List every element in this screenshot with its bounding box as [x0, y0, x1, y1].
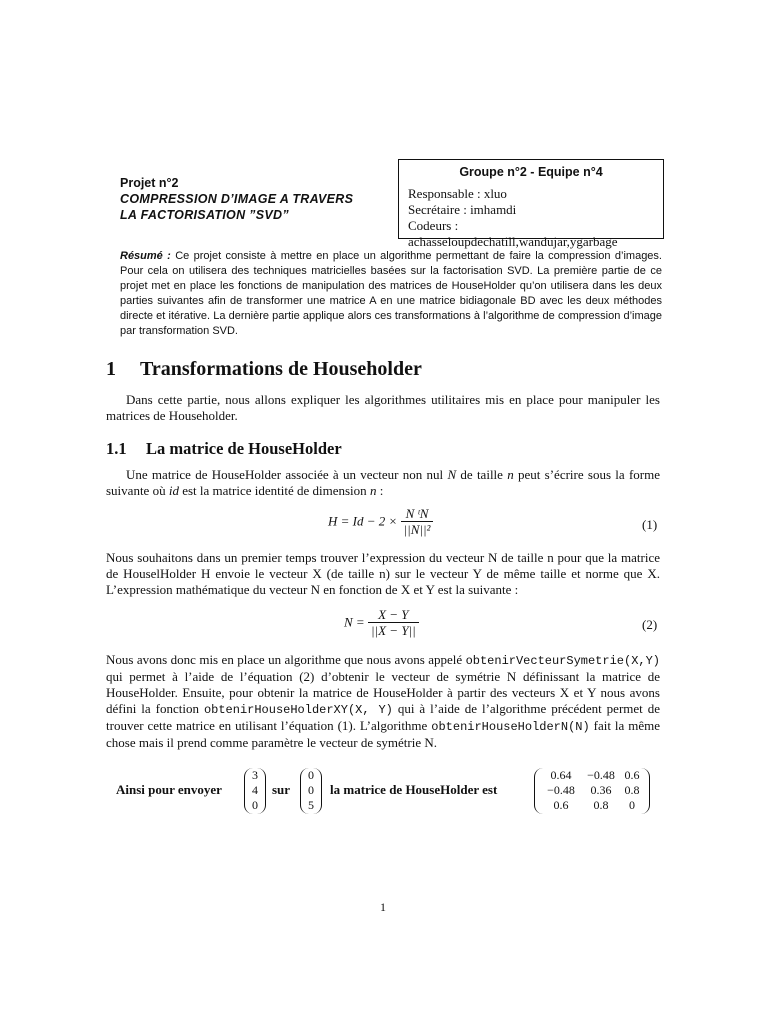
- p3-code-1: obtenirVecteurSymetrie(X,Y): [465, 654, 660, 668]
- right-paren: [257, 768, 266, 814]
- p1-var-N: N: [447, 467, 457, 482]
- project-number: Projet n°2: [120, 176, 179, 190]
- matrix-cell: 0: [629, 798, 635, 812]
- matrix-cell: −0.48: [547, 783, 575, 797]
- matrix-row: [541, 768, 643, 783]
- eq2-numerator: X − Y: [368, 607, 419, 623]
- equation-1: [328, 506, 433, 537]
- matrix-cell: 0.64: [550, 768, 572, 782]
- matrix-cell: 0.6: [553, 798, 569, 812]
- project-title-line1: COMPRESSION D’IMAGE A TRAVERS: [120, 192, 354, 206]
- p1-text-a: Une matrice de HouseHolder associée à un vecteur non nul: [126, 467, 448, 482]
- group-box: [398, 159, 664, 249]
- eq2-fraction: [368, 607, 419, 638]
- eq2-denominator: ||X − Y||: [370, 623, 416, 638]
- eq1-denominator: ||N||²: [403, 522, 431, 537]
- section-title: Transformations de Householder: [140, 358, 422, 380]
- matrix-cell: 0.36: [590, 783, 612, 797]
- eq1-numerator: N ᵗN: [401, 506, 434, 522]
- p1-var-n2: n: [369, 483, 377, 498]
- section-number: 1: [106, 358, 116, 380]
- abstract-text: Ce projet consiste à mettre en place un algorithme permettant de faire la compression d’images. Pour cela on utilisera des techniques matricielles basées sur la factorisation SVD. La première partie de ce projet met en place les fonctions de manipulation des matrices de HouseHolder qu’on utilisera dans les deux parties suivantes afin de transformer une matrice A en une matrice bidiagonale BD avec les deux méthodes directe et itérative. La dernière partie applique alors ces transformations à l’algorithme de compression d’image par transformation SVD.: [120, 250, 662, 337]
- group-heading: Groupe n°2 - Equipe n°4: [459, 165, 603, 179]
- eq2-label: (2): [642, 617, 658, 632]
- vector-x-entry: 3: [252, 768, 258, 782]
- vector-x-entry: 4: [252, 783, 258, 797]
- matrix-cell: −0.48: [587, 768, 615, 782]
- responsable: Responsable : xluo: [408, 186, 507, 201]
- vector-y-entry: 0: [308, 768, 314, 782]
- abstract: [120, 249, 662, 339]
- p3-code-3: obtenirHouseHolderN(N): [431, 720, 590, 734]
- p3-text-a: Nous avons donc mis en place un algorithme que nous avons appelé: [106, 652, 466, 667]
- example-text-3: la matrice de HouseHolder est: [330, 782, 498, 797]
- matrix-cell: 0.8: [624, 783, 640, 797]
- p1-var-id: id: [168, 483, 179, 498]
- matrix-cell: 0.6: [624, 768, 640, 782]
- paragraph-2: Nous souhaitons dans un premier temps trouver l’expression du vecteur N de taille n pour que la matrice de HouselHolder H envoie le vecteur X (de taille n) sur le vecteur Y de même taille et norme que X. L’expression mathématique du vecteur N en fonction de X et Y est la suivante :: [106, 550, 660, 597]
- paragraph-1: [106, 467, 660, 499]
- p1-text-e: :: [376, 483, 384, 498]
- subsection-title: La matrice de HouseHolder: [146, 439, 342, 458]
- codeurs: Codeurs : achasseloupdechatill,wandujar,ygarbage: [408, 218, 618, 249]
- example-text-1: Ainsi pour envoyer: [116, 782, 222, 797]
- paragraph-3: [106, 652, 660, 751]
- eq1-fraction: [401, 506, 434, 537]
- p1-text-b: de taille: [456, 467, 508, 482]
- section-1-intro: Dans cette partie, nous allons expliquer les algorithmes utilitaires mis en place pour manipuler les matrices de Householder.: [106, 392, 660, 423]
- subsection-1-1-heading: [106, 439, 342, 459]
- eq1-lhs: H = Id − 2 ×: [328, 513, 398, 529]
- equation-2: [344, 607, 419, 638]
- p1-var-n: n: [507, 467, 514, 482]
- page-number: 1: [380, 900, 386, 914]
- vector-x: [244, 768, 266, 814]
- p3-text-c: qui à l’aide de l’algorithme précédent permet de trouver cette matrice en utilisant l’équation (1). L’algorithme: [106, 701, 661, 733]
- eq2-lhs: N =: [344, 614, 365, 630]
- vector-y: [300, 768, 322, 814]
- right-paren: [641, 768, 650, 814]
- matrix-row: [541, 783, 643, 798]
- example-text-2: sur: [272, 782, 291, 797]
- p3-text-b: qui permet à l’aide de l’équation (2) d’obtenir le vecteur de symétrie N définissant la matrice de HouseHolder. Ensuite, pour obtenir la matrice de HouseHolder à partir des vecteurs X et Y nous avons défini la fonction: [106, 669, 660, 716]
- p3-text-d: fait la même chose mais il prend comme paramètre le vecteur de symétrie N.: [106, 718, 661, 750]
- section-1-heading: [106, 358, 422, 381]
- p3-code-2: obtenirHouseHolderXY(X, Y): [203, 703, 393, 717]
- householder-example: [116, 768, 656, 818]
- eq1-label: (1): [642, 517, 658, 532]
- p1-text-d: est la matrice identité de dimension: [178, 483, 370, 498]
- matrix-row: [541, 798, 643, 813]
- vector-y-entry: 5: [308, 798, 314, 812]
- secretaire: Secrétaire : imhamdi: [408, 202, 517, 217]
- project-header: [120, 175, 395, 223]
- right-paren: [313, 768, 322, 814]
- p1-text-c: peut s’écrire sous la forme suivante où: [106, 467, 660, 498]
- abstract-label: Résumé :: [120, 250, 171, 262]
- vector-y-entry: 0: [308, 783, 314, 797]
- matrix-cell: 0.8: [593, 798, 609, 812]
- subsection-number: 1.1: [106, 439, 127, 458]
- project-title-line2: LA FACTORISATION ”SVD”: [120, 208, 289, 222]
- householder-matrix: [534, 768, 650, 814]
- vector-x-entry: 0: [252, 798, 258, 812]
